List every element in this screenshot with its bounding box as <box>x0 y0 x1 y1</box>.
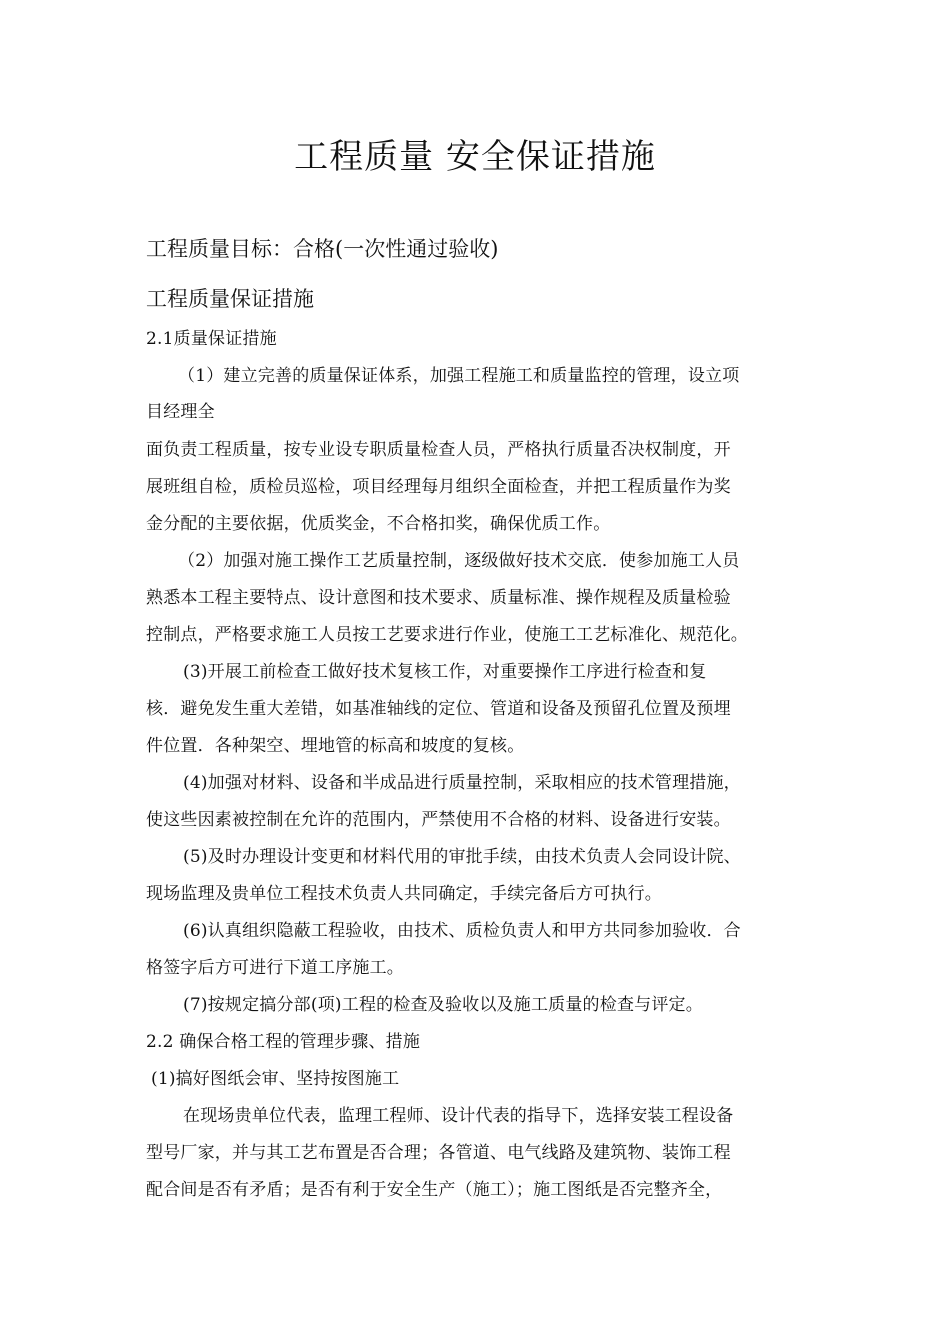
paragraph-line: 型号厂家，并与其工艺布置是否合理；各管道、电气线路及建筑物、装饰工程 <box>146 1143 731 1163</box>
paragraph-line: 件位置．各种架空、埋地管的标高和坡度的复核。 <box>146 736 525 756</box>
paragraph-line: （1）建立完善的质量保证体系，加强工程施工和质量监控的管理，设立项 <box>178 366 740 386</box>
paragraph-line: （2）加强对施工操作工艺质量控制，逐级做好技术交底．使参加施工人员 <box>178 551 740 571</box>
paragraph-line: 金分配的主要依据，优质奖金，不合格扣奖，确保优质工作。 <box>146 514 611 534</box>
paragraph-line: 目经理全 <box>146 402 215 422</box>
section-heading: 工程质量保证措施 <box>146 287 314 311</box>
paragraph-line: 使这些因素被控制在允许的范围内，严禁使用不合格的材料、设备进行安装。 <box>146 810 731 830</box>
paragraph-line: 现场监理及贵单位工程技术负责人共同确定，手续完备后方可执行。 <box>146 884 662 904</box>
paragraph-line: (6)认真组织隐蔽工程验收，由技术、质检负责人和甲方共同参加验收．合 <box>183 921 741 941</box>
item-2-2-1-heading: (1)搞好图纸会审、坚持按图施工 <box>151 1069 400 1089</box>
paragraph-line: (5)及时办理设计变更和材料代用的审批手续，由技术负责人会同设计院、 <box>183 847 741 867</box>
subsection-2-1-heading: 2.1质量保证措施 <box>146 329 277 349</box>
paragraph-line: 配合间是否有矛盾；是否有利于安全生产（施工）；施工图纸是否完整齐全， <box>146 1180 723 1200</box>
subsection-2-2-heading: 2.2 确保合格工程的管理步骤、措施 <box>146 1032 421 1052</box>
paragraph-line: 展班组自检，质检员巡检，项目经理每月组织全面检查，并把工程质量作为奖 <box>146 477 731 497</box>
paragraph-line: 控制点，严格要求施工人员按工艺要求进行作业，使施工工艺标准化、规范化。 <box>146 625 748 645</box>
document-title: 工程质量 安全保证措施 <box>294 137 656 177</box>
quality-goal-heading: 工程质量目标：合格(一次性通过验收) <box>146 237 499 261</box>
paragraph-line: (3)开展工前检查工做好技术复核工作，对重要操作工序进行检查和复 <box>183 662 707 682</box>
paragraph-line: (7)按规定搞分部(项)工程的检查及验收以及施工质量的检查与评定。 <box>183 995 703 1015</box>
paragraph-line: (4)加强对材料、设备和半成品进行质量控制，采取相应的技术管理措施， <box>183 773 741 793</box>
paragraph-line: 核．避免发生重大差错，如基准轴线的定位、管道和设备及预留孔位置及预埋 <box>146 699 731 719</box>
paragraph-line: 格签字后方可进行下道工序施工。 <box>146 958 404 978</box>
paragraph-line: 面负责工程质量，按专业设专职质量检查人员，严格执行质量否决权制度，开 <box>146 440 731 460</box>
paragraph-line: 在现场贵单位代表，监理工程师、设计代表的指导下，选择安装工程设备 <box>183 1106 734 1126</box>
paragraph-line: 熟悉本工程主要特点、设计意图和技术要求、质量标准、操作规程及质量检验 <box>146 588 731 608</box>
